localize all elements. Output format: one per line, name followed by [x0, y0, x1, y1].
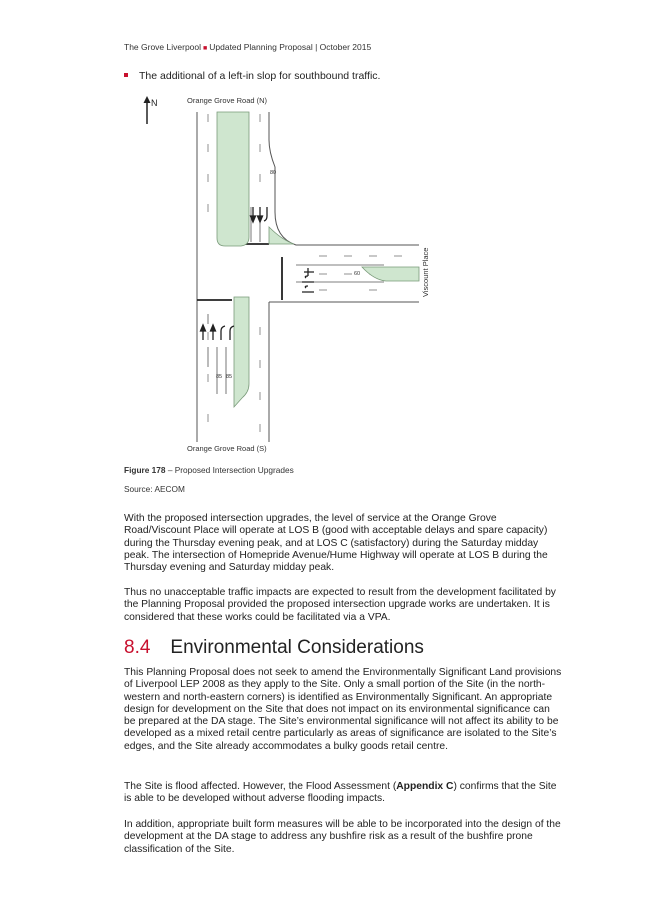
north-label: N	[151, 98, 158, 108]
page-header	[124, 42, 371, 52]
length-label-south-1: 85	[216, 374, 223, 380]
header-separator: ■	[203, 45, 208, 52]
section-title: Environmental Considerations	[170, 637, 424, 658]
figure-title: – Proposed Intersection Upgrades	[167, 465, 294, 475]
road-label-east: Viscount Place	[421, 247, 430, 297]
westbound-arrows	[302, 268, 314, 292]
figure-caption	[124, 465, 294, 475]
median-north	[217, 112, 249, 246]
flood-text-a: The Site is flood affected. However, the Flood Assessment (	[124, 781, 397, 792]
intersection-svg	[124, 92, 454, 462]
header-doc-title: The Grove Liverpool	[124, 42, 202, 52]
north-arrow-icon	[144, 96, 151, 124]
length-label-north: 80	[270, 170, 277, 176]
figure-source: Source: AECOM	[124, 484, 185, 494]
length-label-east: 60	[354, 271, 361, 277]
bullet-text: The additional of a left-in slop for southbound traffic.	[139, 70, 381, 82]
paragraph-environmental: This Planning Proposal does not seek to amend the Environmentally Significant Land provisions of Liverpool LEP 2008 as they apply to the Site. Only a small portion of the Site (in the north-western and north-eastern corners) is identified as Environmentally Significant. An appropriate design for development on the Site that does not impact on its environmental significance can be prepared at the DA stage. The Site’s environmental significance will not affect its ability to be developed as a mixed retail centre particularly as areas of significance are isolated to the Site’s edges, and the Site already accommodates a bulky goods retail centre.	[124, 667, 562, 752]
paragraph-traffic-impacts: Thus no unacceptable traffic impacts are expected to result from the development facilitated by the Planning Proposal provided the proposed intersection upgrade works are undertaken. It is considered that these works could be facilitated via a VPA.	[124, 587, 556, 623]
intersection-diagram	[124, 92, 454, 462]
road-label-north: Orange Grove Road (N)	[187, 96, 268, 105]
bullet-marker	[124, 73, 128, 77]
median-south	[234, 297, 249, 407]
flood-text-c: ) confirms that the Site is able to be developed without adverse flooding impacts.	[124, 781, 557, 805]
paragraph-flood	[124, 781, 564, 806]
paragraph-bushfire: In addition, appropriate built form measures will be able to be incorporated into the design of the development at the DA stage to address any bushfire risk as a result of the bushfire prone classification of the Site.	[124, 819, 561, 855]
paragraph-los: With the proposed intersection upgrades, the level of service at the Orange Grove Road/Viscount Place will operate at LOS B (good with acceptable delays and spare capacity) during the Thursday evening peak, and at LOS C (satisfactory) during the Saturday midday peak. The intersection of Homepride Avenue/Hume Highway will operate at LOS B during the Thursday evening and Saturday midday peak.	[124, 513, 548, 574]
northbound-arrows	[201, 325, 235, 340]
appendix-reference: Appendix C	[396, 781, 454, 792]
median-east	[362, 267, 419, 281]
bullet-item	[124, 70, 380, 82]
figure-label: Figure 178	[124, 465, 166, 475]
section-number: 8.4	[124, 637, 151, 658]
road-label-south: Orange Grove Road (S)	[187, 444, 267, 453]
stop-lines	[197, 244, 282, 300]
medians	[217, 112, 419, 407]
header-doc-info: Updated Planning Proposal | October 2015	[209, 42, 372, 52]
length-label-south-2: 85	[226, 374, 233, 380]
southbound-arrows	[251, 207, 268, 222]
section-heading	[124, 637, 424, 659]
